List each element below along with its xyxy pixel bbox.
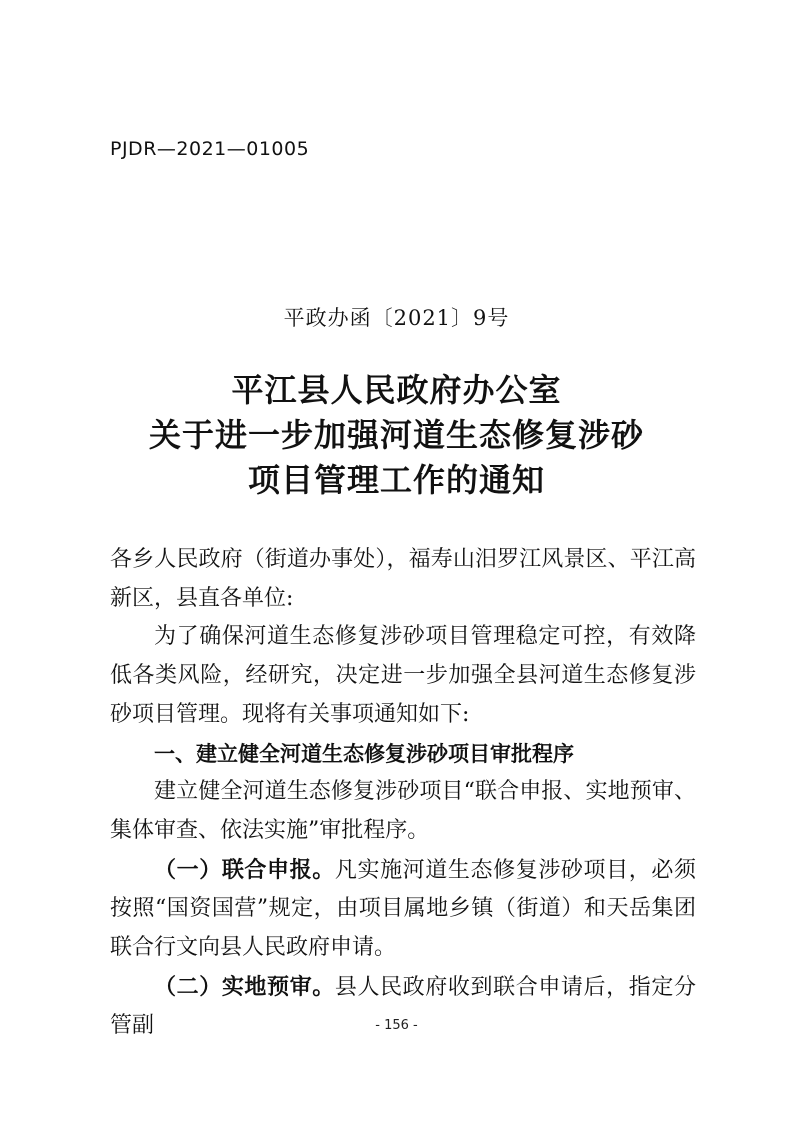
section-paragraph: 建立健全河道生态修复涉砂项目“联合申报、实地预审、集体审查、依法实施”审批程序。	[110, 779, 696, 843]
addressee-paragraph: 各乡人民政府（街道办事处），福寿山汨罗江风景区、平江高新区，县直各单位:	[110, 547, 696, 611]
title-line-1: 平江县人民政府办公室	[231, 371, 562, 409]
item-paragraph-2	[110, 968, 696, 1046]
section-heading: 一、建立健全河道生态修复涉砂项目审批程序	[154, 741, 574, 766]
title-line-2: 关于进一步加强河道生态修复涉砂	[148, 416, 644, 454]
item-paragraph-1	[110, 851, 696, 968]
document-body	[110, 541, 696, 1046]
item-lead-1: （一）联合申报。	[154, 856, 335, 883]
item-text-2: 县人民政府收到联合申请后，指定分管副	[110, 974, 696, 1039]
page-number: - 156 -	[375, 1018, 418, 1033]
item-text-1: 凡实施河道生态修复涉砂项目，必须按照“国资国营”规定，由项目属地乡镇（街道）和天岳集团联合行文向县人民政府申请。	[110, 857, 696, 961]
file-number: 平政办函〔2021〕9号	[283, 306, 510, 330]
document-code: PJDR—2021—01005	[110, 138, 310, 160]
document-title	[0, 368, 793, 503]
item-lead-2: （二）实地预审。	[154, 973, 335, 1000]
intro-paragraph: 为了确保河道生态修复涉砂项目管理稳定可控，有效降低各类风险，经研究，决定进一步加强全县河道生态修复涉砂项目管理。现将有关事项通知如下:	[110, 624, 696, 727]
title-line-3: 项目管理工作的通知	[247, 461, 545, 499]
